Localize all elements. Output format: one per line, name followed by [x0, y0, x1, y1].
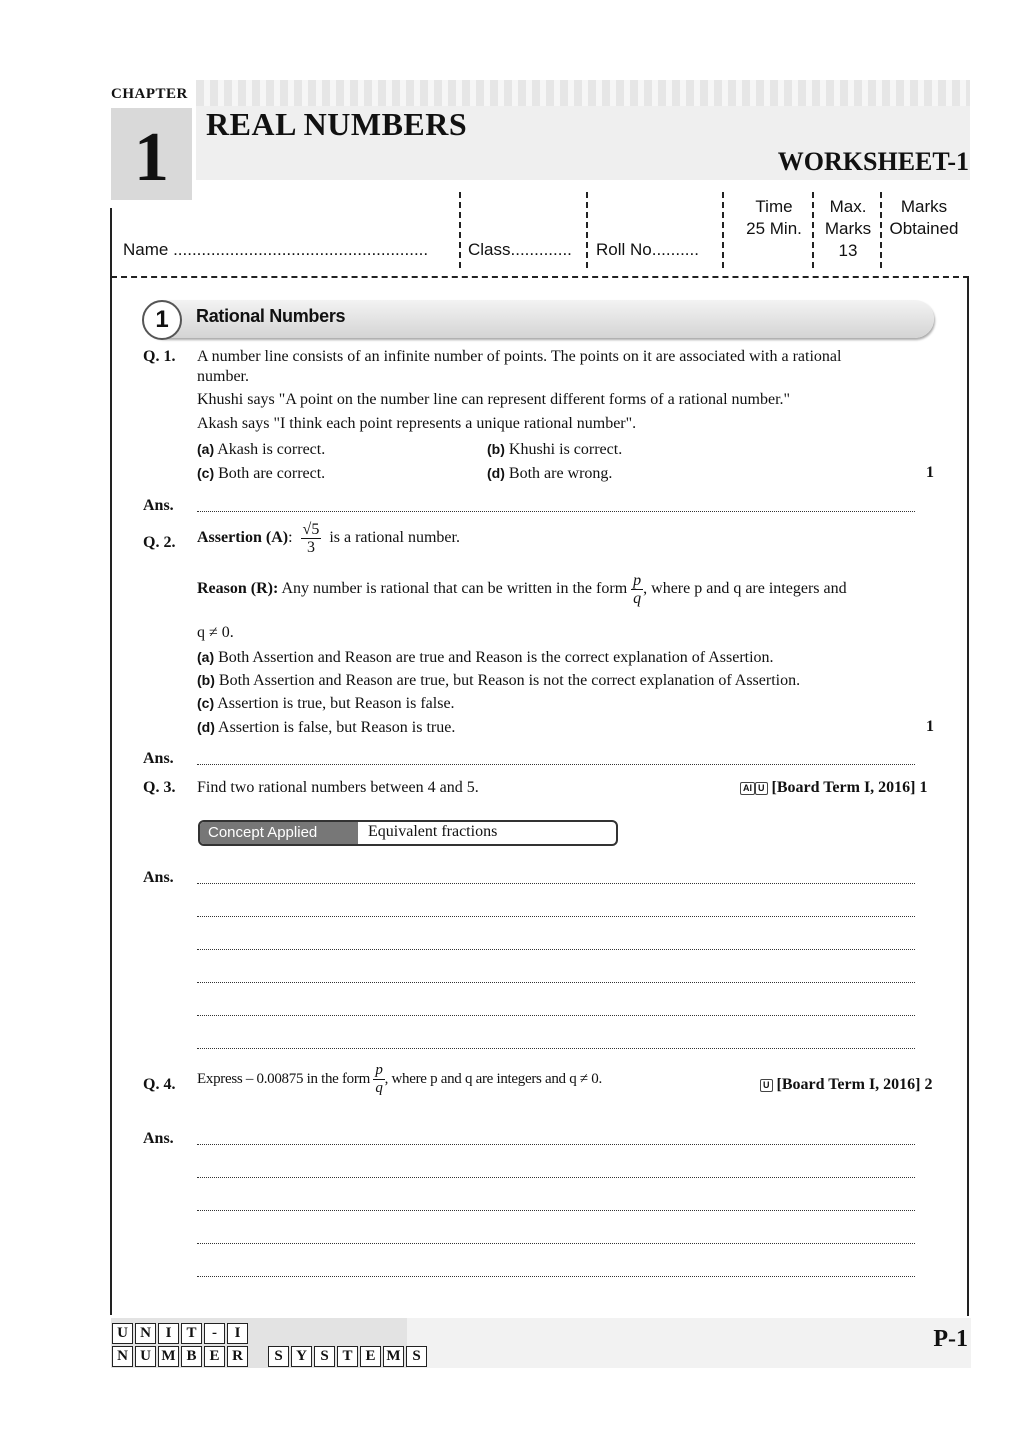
max-marks-cell	[816, 196, 880, 262]
q3-source: [Board Term I, 2016] 1	[771, 779, 928, 796]
obtained-label-2: Obtained	[889, 219, 959, 238]
answer-line	[197, 1210, 915, 1211]
q1-option: (c) Both are correct.	[197, 465, 326, 482]
q3-label: Q. 3.	[143, 779, 176, 796]
systems-letter: S	[314, 1346, 335, 1367]
unit-letter: -	[204, 1323, 225, 1344]
name-field: Name ......................................................	[123, 240, 429, 259]
info-bottom-rule	[111, 276, 969, 278]
systems-letter: S	[406, 1346, 427, 1367]
chapter-label: CHAPTER	[111, 86, 188, 102]
number-letter: N	[112, 1346, 133, 1367]
q2-marks: 1	[926, 718, 934, 735]
answer-line	[197, 949, 915, 950]
systems-letter: S	[268, 1346, 289, 1367]
max-label: Max.	[829, 197, 867, 216]
unit-letter: I	[227, 1323, 248, 1344]
unit-letter: T	[181, 1323, 202, 1344]
systems-letter: M	[383, 1346, 404, 1367]
systems-letter: E	[360, 1346, 381, 1367]
q2-option: (a) Both Assertion and Reason are true and Reason is the correct explanation of Assertion.	[197, 649, 774, 666]
q1-marks: 1	[926, 464, 934, 481]
answer-line	[197, 1177, 915, 1178]
class-field: Class.............	[468, 240, 572, 259]
q1-text: number.	[197, 368, 249, 385]
u-badge-icon: U	[760, 1079, 773, 1092]
answer-line	[197, 1144, 915, 1145]
left-border	[110, 208, 112, 1315]
q1-text: Khushi says "A point on the number line can represent different forms of a rational number."	[197, 391, 791, 408]
answer-line	[197, 982, 915, 983]
q1-text: Akash says "I think each point represents a unique rational number".	[197, 415, 637, 432]
unit-label	[112, 1323, 250, 1344]
q1-body	[197, 346, 942, 435]
divider	[812, 192, 814, 268]
divider	[459, 192, 461, 268]
q2-label: Q. 2.	[143, 534, 176, 551]
q2-assertion: Assertion (A): $\frac{√5}{3}$ is a rational number.	[197, 521, 460, 556]
footer-band	[407, 1318, 971, 1368]
answer-label: Ans.	[143, 869, 174, 886]
answer-label: Ans.	[143, 1130, 174, 1147]
answer-line	[197, 1015, 915, 1016]
q2-option: (c) Assertion is true, but Reason is false.	[197, 695, 455, 712]
number-letter: M	[158, 1346, 179, 1367]
q1-option: (d) Both are wrong.	[487, 465, 613, 482]
concept-tag: Concept Applied	[200, 822, 358, 844]
time-label: Time	[755, 197, 793, 216]
concept-applied-box	[198, 820, 618, 846]
obtained-label: Marks	[900, 197, 948, 216]
ai-badge-icon: AI	[740, 782, 755, 795]
unit-letter: U	[112, 1323, 133, 1344]
divider	[722, 192, 724, 268]
q4-source-row	[760, 1074, 933, 1096]
number-letter: R	[227, 1346, 248, 1367]
max-value: 13	[838, 241, 858, 260]
right-border	[967, 276, 969, 1316]
answer-line	[197, 764, 915, 765]
systems-letter: Y	[291, 1346, 312, 1367]
unit-letter: N	[135, 1323, 156, 1344]
q2-option: (b) Both Assertion and Reason are true, but Reason is not the correct explanation of Assertion.	[197, 672, 801, 689]
header-stripe	[196, 80, 970, 106]
systems-letter: T	[337, 1346, 358, 1367]
answer-line	[197, 1048, 915, 1049]
q3-source-row	[740, 777, 928, 799]
section-title: Rational Numbers	[196, 306, 346, 326]
answer-line	[197, 511, 915, 512]
q2-reason-cont: q ≠ 0.	[197, 624, 234, 641]
roll-field: Roll No..........	[596, 240, 699, 259]
section-number: 1	[142, 300, 182, 340]
answer-line	[197, 883, 915, 884]
max-label-2: Marks	[824, 219, 872, 238]
q1-text: A number line consists of an infinite number of points. The points on it are associated with a rational	[197, 348, 842, 365]
q4-label: Q. 4.	[143, 1076, 176, 1093]
number-systems-label	[112, 1346, 429, 1367]
obtained-cell	[884, 196, 964, 240]
number-letter: U	[135, 1346, 156, 1367]
answer-line	[197, 1276, 915, 1277]
q1-option: (b) Khushi is correct.	[487, 441, 623, 458]
q4-source: [Board Term I, 2016] 2	[776, 1076, 933, 1093]
q1-option: (a) Akash is correct.	[197, 441, 326, 458]
concept-value: Equivalent fractions	[368, 823, 498, 840]
time-value: 25 Min.	[746, 219, 802, 238]
page-number: P-1	[933, 1326, 968, 1352]
q2-reason: Reason (R): Any number is rational that can be written in the form $\frac{p}{q}$ , where p and q are integers and	[197, 572, 847, 607]
q4-text: Express – 0.00875 in the form $\frac{p}{q}$ , where p and q are integers and q ≠ 0.	[197, 1062, 602, 1096]
q2-option: (d) Assertion is false, but Reason is true.	[197, 719, 456, 736]
answer-label: Ans.	[143, 497, 174, 514]
u-badge-icon: U	[755, 782, 768, 795]
divider	[880, 192, 882, 268]
q3-text: Find two rational numbers between 4 and 5.	[197, 779, 479, 796]
answer-label: Ans.	[143, 750, 174, 767]
unit-letter: I	[158, 1323, 179, 1344]
worksheet-title: WORKSHEET-1	[777, 147, 969, 176]
time-cell	[728, 196, 820, 240]
answer-line	[197, 916, 915, 917]
chapter-title: REAL NUMBERS	[206, 106, 468, 142]
number-letter: B	[181, 1346, 202, 1367]
chapter-number: 1	[134, 119, 169, 196]
number-letter: E	[204, 1346, 225, 1367]
divider	[586, 192, 588, 268]
answer-line	[197, 1243, 915, 1244]
q1-label: Q. 1.	[143, 348, 176, 365]
